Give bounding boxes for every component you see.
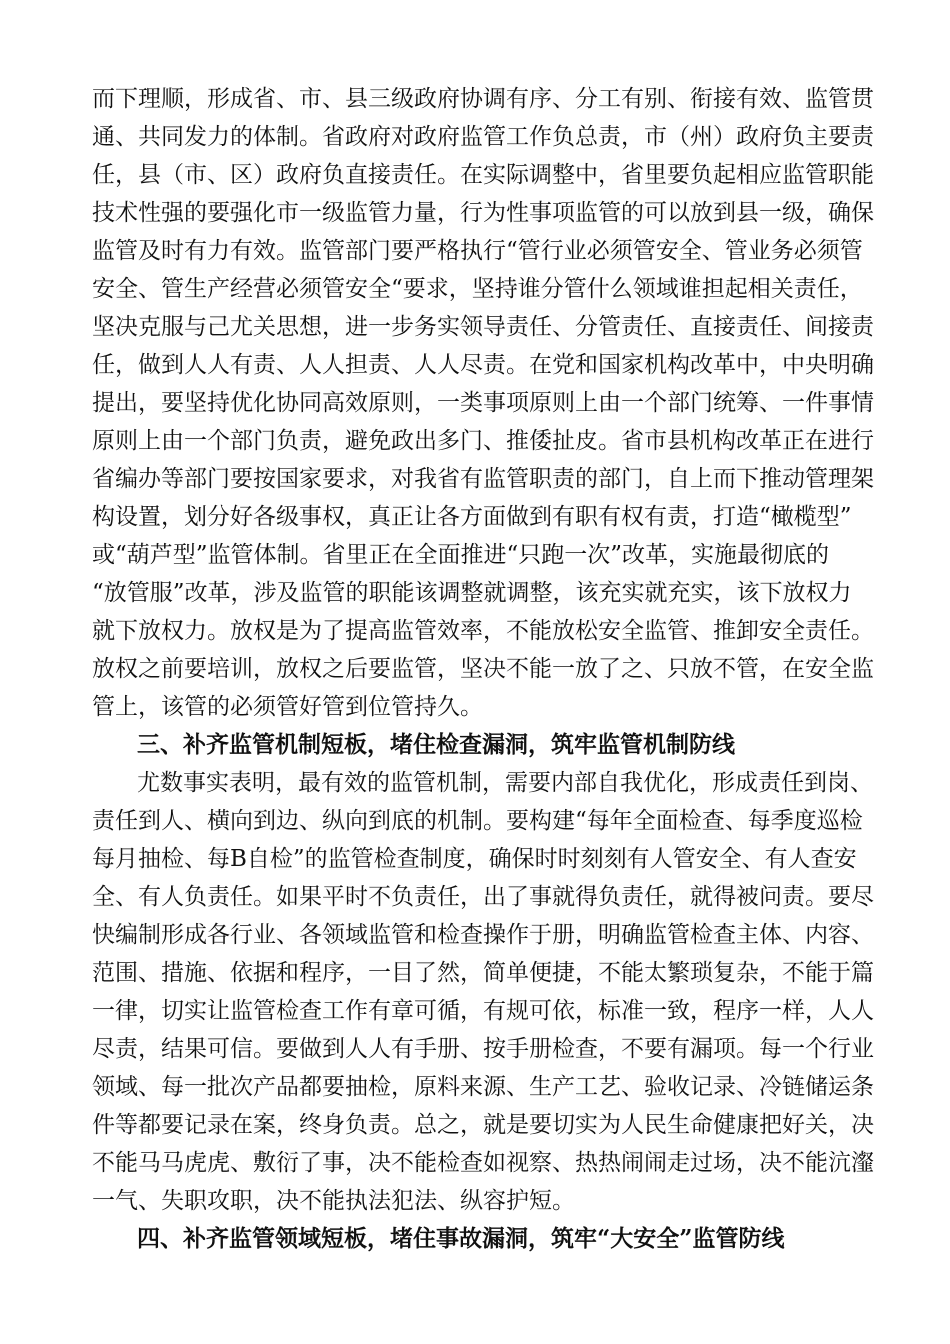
text-line: 监管及时有力有效。监管部门要严格执行“管行业必须管安全、管业务必须管 — [92, 238, 863, 264]
text-line: 一气、失职攻职，决不能执法犯法、纵容护短。 — [92, 1188, 575, 1214]
text-line: 尤数事实表明，最有效的监管机制，需要内部自我优化，形成责任到岗、 — [137, 770, 873, 796]
text-line: 快编制形成各行业、各领域监管和检查操作于册，明确监管检查主体、内容、 — [92, 922, 874, 948]
text-line: 提出，要坚持优化协同高效原则，一类事项原则上由一个部门统筹、一件事情 — [92, 390, 874, 416]
text-line: 构设置，划分好各级事权，真正让各方面做到有职有权有责，打造“橄榄型” — [92, 504, 852, 530]
text-line: 管上，该管的必须管好管到位管持久。 — [92, 694, 483, 720]
section-heading-3: 三、补齐监管机制短板，堵住检查漏洞，筑牢监管机制防线 — [137, 731, 735, 758]
text-line: 就下放权力。放权是为了提高监管效率，不能放松安全监管、推卸安全责任。 — [92, 618, 874, 644]
text-line: 任，做到人人有责、人人担责、人人尽责。在党和国家机构改革中，中央明确 — [92, 352, 874, 378]
text-line: 范围、措施、依据和程序，一目了然，简单便捷，不能太繁琐复杂，不能于篇 — [92, 960, 874, 986]
text-line: 件等都要记录在案，终身负责。总之，就是要切实为人民生命健康把好关，决 — [92, 1112, 874, 1138]
text-line: 或“葫芦型”监管体制。省里正在全面推进“只跑一次”改革，实施最彻底的 — [92, 542, 830, 568]
text-line: 原则上由一个部门负责，避免政出多门、推倭扯皮。省市县机构改革正在进行 — [92, 428, 874, 454]
text-line: 责任到人、横向到边、纵向到底的机制。要构建“每年全面检查、每季度巡检 — [92, 808, 863, 834]
text-line: 省编办等部门要按国家要求，对我省有监管职责的部门，自上而下推动管理架 — [92, 466, 874, 492]
text-line: 全、有人负责任。如果平时不负责任，出了事就得负责任，就得被问责。要尽 — [92, 884, 874, 910]
text-line: 每月抽检、每B自检”的监管检查制度，确保时时刻刻有人管安全、有人查安 — [92, 846, 857, 872]
text-line: 不能马马虎虎、敷衍了事，决不能检查如视察、热热闹闹走过场，决不能沆瀣 — [92, 1150, 874, 1176]
text-line: 通、共同发力的体制。省政府对政府监管工作负总责，市（州）政府负主要责 — [92, 124, 874, 150]
text-line: 技术性强的要强化市一级监管力量，行为性事项监管的可以放到县一级，确保 — [92, 200, 874, 226]
text-line: 安全、管生产经营必须管安全“要求，坚持谁分管什么领域谁担起相关责任， — [92, 276, 863, 302]
text-line: “放管服”改革，涉及监管的职能该调整就调整，该充实就充实，该下放权力 — [92, 580, 852, 606]
section-heading-4: 四、补齐监管领域短板，堵住事故漏洞，筑牢“大安全”监管防线 — [137, 1225, 785, 1252]
text-line: 一律，切实让监管检查工作有章可循，有规可依，标准一致，程序一样，人人 — [92, 998, 874, 1024]
text-line: 任，县（市、区）政府负直接责任。在实际调整中，省里要负起相应监管职能 — [92, 162, 874, 188]
text-line: 尽责，结果可信。要做到人人有手册、按手册检查，不要有漏项。每一个行业 — [92, 1036, 874, 1062]
text-line: 放权之前要培训，放权之后要监管，坚决不能一放了之、只放不管，在安全监 — [92, 656, 874, 682]
text-line: 而下理顺，形成省、市、县三级政府协调有序、分工有别、衔接有效、监管贯 — [92, 86, 874, 112]
text-line: 领域、每一批次产品都要抽检，原料来源、生产工艺、验收记录、冷链储运条 — [92, 1074, 874, 1100]
text-line: 坚决克服与己尤关思想，进一步务实领导责任、分管责任、直接责任、间接责 — [92, 314, 874, 340]
